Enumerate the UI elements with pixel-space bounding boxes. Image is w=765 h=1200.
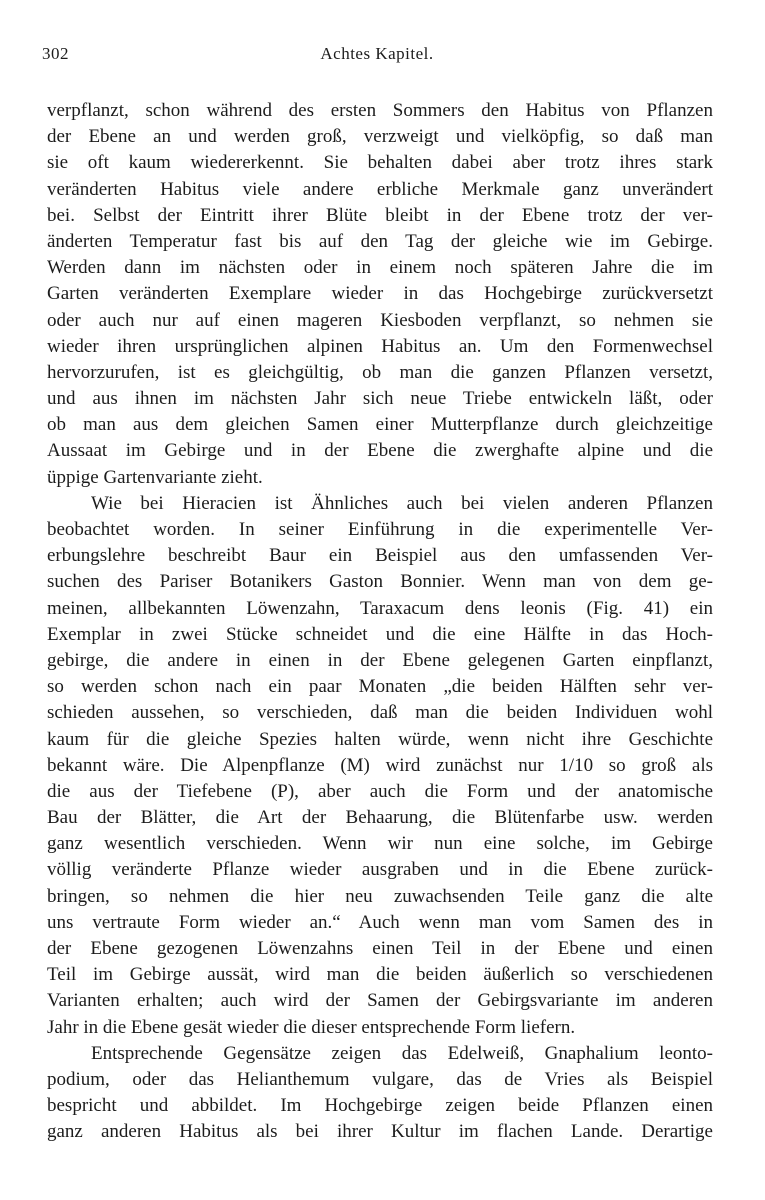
text-line: podium, oder das Helianthemum vulgare, das de Vries als Beispiel	[47, 1068, 713, 1090]
text-line: der Ebene an und werden groß, verzweigt und vielköpfig, so daß man	[47, 126, 713, 148]
text-line: bei. Selbst der Eintritt ihrer Blüte bleibt in der Ebene trotz der ver-	[47, 204, 713, 226]
text-line: die aus der Tiefebene (P), aber auch die Form und der anatomische	[47, 780, 713, 802]
text-line: Exemplar in zwei Stücke schneidet und die eine Hälfte in das Hoch-	[47, 623, 713, 645]
text-line: so werden schon nach ein paar Monaten „die beiden Hälften sehr ver-	[47, 676, 713, 698]
text-line: erbungslehre beschreibt Baur ein Beispiel aus den umfassenden Ver-	[47, 545, 713, 567]
text-line: gebirge, die andere in einen in der Ebene gelegenen Garten einpflanzt,	[47, 649, 713, 671]
text-line: und aus ihnen im nächsten Jahr sich neue Triebe entwickeln läßt, oder	[47, 388, 713, 410]
body-text	[47, 98, 713, 1146]
page-header	[42, 44, 712, 74]
text-line: bekannt wäre. Die Alpenpflanze (M) wird zunächst nur 1/10 so groß als	[47, 754, 713, 776]
text-line: Werden dann im nächsten oder in einem noch späteren Jahre die im	[47, 257, 713, 279]
text-line: verpflanzt, schon während des ersten Sommers den Habitus von Pflanzen	[47, 100, 713, 121]
text-line: wieder ihren ursprünglichen alpinen Habitus an. Um den Formenwechsel	[47, 335, 713, 357]
text-line: Entsprechende Gegensätze zeigen das Edelweiß, Gnaphalium leonto-	[91, 1042, 713, 1064]
text-line: bespricht und abbildet. Im Hochgebirge zeigen beide Pflanzen einen	[47, 1095, 713, 1117]
text-line: völlig veränderte Pflanze wieder ausgraben und in die Ebene zurück-	[47, 859, 713, 881]
text-line: suchen des Pariser Botanikers Gaston Bonnier. Wenn man von dem ge-	[47, 571, 713, 593]
text-line: Aussaat im Gebirge und in der Ebene die zwerghafte alpine und die	[47, 440, 713, 462]
text-line: meinen, allbekannten Löwenzahn, Taraxacum dens leonis (Fig. 41) ein	[47, 597, 713, 619]
text-line: üppige Gartenvariante zieht.	[47, 466, 263, 488]
page-number: 302	[42, 44, 69, 63]
running-head: Achtes Kapitel.	[320, 44, 434, 63]
text-line: uns vertraute Form wieder an.“ Auch wenn man vom Samen des in	[47, 911, 713, 933]
text-line: beobachtet worden. In seiner Einführung in die experimentelle Ver-	[47, 519, 713, 540]
text-line: ganz wesentlich verschieden. Wenn wir nun eine solche, im Gebirge	[47, 833, 713, 855]
text-line: kaum für die gleiche Spezies halten würde, wenn nicht ihre Geschichte	[47, 728, 713, 750]
text-line: Varianten erhalten; auch wird der Samen der Gebirgsvariante im anderen	[47, 990, 713, 1012]
text-line: sie oft kaum wiedererkennt. Sie behalten dabei aber trotz ihres stark	[47, 152, 713, 174]
text-line: veränderten Habitus viele andere erbliche Merkmale ganz unverändert	[47, 178, 713, 200]
text-line: bringen, so nehmen die hier neu zuwachsenden Teile ganz die alte	[47, 885, 713, 907]
text-line: schieden aussehen, so verschieden, daß man die beiden Individuen wohl	[47, 702, 713, 724]
text-line: Jahr in die Ebene gesät wieder die dieser entsprechende Form liefern.	[47, 1016, 576, 1038]
text-line: änderten Temperatur fast bis auf den Tag der gleiche wie im Gebirge.	[47, 230, 713, 252]
text-line: der Ebene gezogenen Löwenzahns einen Teil in der Ebene und einen	[47, 938, 713, 959]
text-line: hervorzurufen, ist es gleichgültig, ob man die ganzen Pflanzen versetzt,	[47, 361, 713, 383]
text-line: oder auch nur auf einen mageren Kiesboden verpflanzt, so nehmen sie	[47, 309, 713, 331]
text-line: Wie bei Hieracien ist Ähnliches auch bei vielen anderen Pflanzen	[91, 492, 713, 514]
text-line: ganz anderen Habitus als bei ihrer Kultur im flachen Lande. Derartige	[47, 1121, 713, 1143]
text-line: Garten veränderten Exemplare wieder in das Hochgebirge zurückversetzt	[47, 283, 713, 305]
text-line: Bau der Blätter, die Art der Behaarung, die Blütenfarbe usw. werden	[47, 807, 713, 829]
text-line: ob man aus dem gleichen Samen einer Mutterpflanze durch gleichzeitige	[47, 414, 713, 436]
text-line: Teil im Gebirge aussät, wird man die beiden äußerlich so verschiedenen	[47, 964, 713, 986]
